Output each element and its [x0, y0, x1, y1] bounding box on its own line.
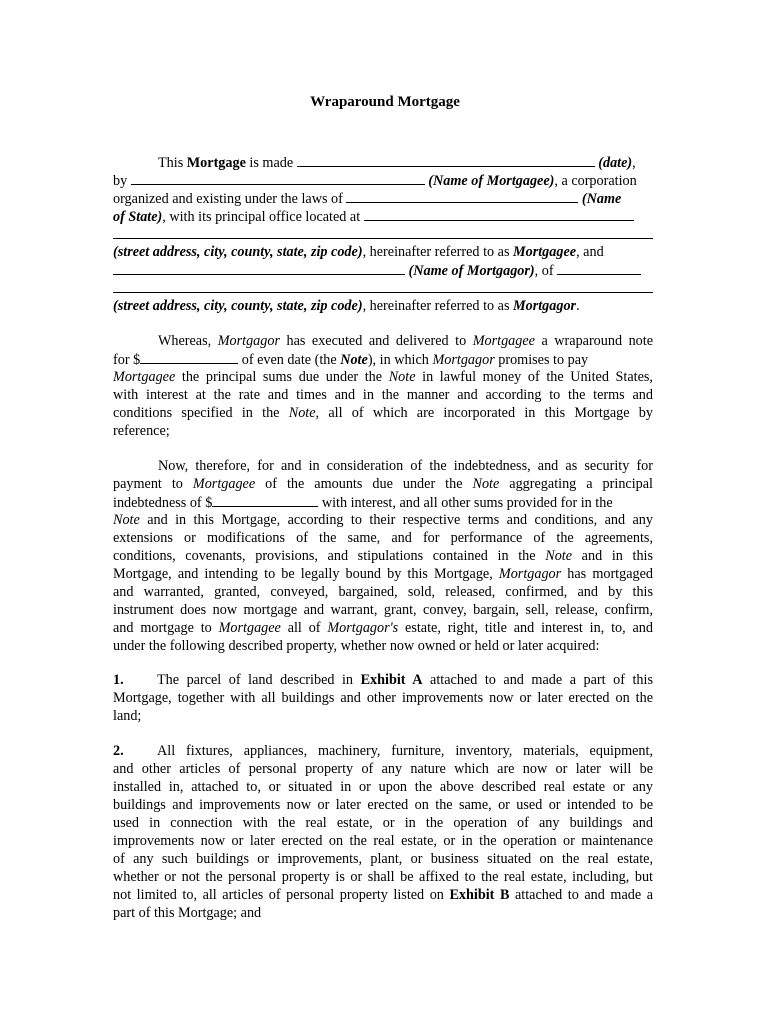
- item-1-line-1: 1. The parcel of land described in Exhibit A attached to and made a part of this: [113, 672, 653, 688]
- item-2-number: 2.: [113, 743, 124, 759]
- item-1-line-2: Mortgage, together with all buildings and other improvements now or later erected on the: [113, 690, 653, 706]
- now-line-9: instrument does now mortgage and warrant, grant, convey, bargain, sell, release, confirm,: [113, 602, 653, 618]
- item-1-line-3: land;: [113, 708, 142, 724]
- address-line-blank-1[interactable]: [113, 238, 653, 239]
- whereas-line-3: Mortgagee the principal sums due under the Note in lawful money of the United States,: [113, 369, 653, 385]
- note-amount-blank[interactable]: [140, 350, 238, 364]
- intro-line-6: (Name of Mortgagor), of: [113, 261, 653, 279]
- office-address-blank[interactable]: [364, 207, 634, 221]
- intro-line-2: by (Name of Mortgagee), a corporation: [113, 173, 637, 189]
- item-2-line-3: installed in, attached to, or situated in or upon the above described real estate or any: [113, 779, 653, 795]
- item-2-line-6: improvements now or later erected on the real estate, or in the operation or maintenance: [113, 833, 653, 849]
- whereas-line-4: with interest at the rate and times and in the manner and according to the terms and: [113, 387, 653, 403]
- intro-line-3: organized and existing under the laws of (Name: [113, 191, 622, 207]
- indebtedness-amount-blank[interactable]: [212, 493, 318, 507]
- now-line-10: and mortgage to Mortgagee all of Mortgagor's estate, right, title and interest in, to, and: [113, 620, 653, 636]
- now-line-1: Now, therefore, for and in consideration of the indebtedness, and as security for: [158, 458, 653, 474]
- mortgagor-name-blank[interactable]: [113, 261, 405, 275]
- now-line-3: indebtedness of $ with interest, and all other sums provided for in the: [113, 495, 613, 511]
- now-line-5: extensions or modifications of the same, and for performance of the agreements,: [113, 530, 653, 546]
- item-2-line-7: of any such buildings or improvements, plant, or business situated on the real estate,: [113, 851, 653, 867]
- date-blank[interactable]: [297, 153, 595, 167]
- intro-line-5: (street address, city, county, state, zip code), hereinafter referred to as Mortgagee, and: [113, 244, 604, 260]
- item-1-number: 1.: [113, 672, 124, 688]
- item-2-line-10: part of this Mortgage; and: [113, 905, 262, 921]
- now-line-11: under the following described property, whether now owned or held or later acquired:: [113, 638, 600, 654]
- now-line-6: conditions, covenants, provisions, and stipulations contained in the Note and in this: [113, 548, 653, 564]
- mortgagor-of-blank[interactable]: [557, 261, 641, 275]
- item-2-line-8: whether or not the personal property is or shall be affixed to the real estate, including, but: [113, 869, 653, 885]
- intro-line-1: This Mortgage is made (date),: [158, 155, 636, 171]
- item-2-line-2: and other articles of personal property of any nature which are now or later will be: [113, 761, 653, 777]
- now-line-7: Mortgage, and intending to be legally bound by this Mortgage, Mortgagor has mortgaged: [113, 566, 653, 582]
- whereas-line-1: Whereas, Mortgagor has executed and delivered to Mortgagee a wraparound note: [158, 333, 654, 349]
- document-title: Wraparound Mortgage: [310, 94, 460, 110]
- item-2-line-1: 2. All fixtures, appliances, machinery, furniture, inventory, materials, equipment,: [113, 743, 653, 759]
- now-line-4: Note and in this Mortgage, according to their respective terms and conditions, and any: [113, 512, 653, 528]
- whereas-line-2: for $ of even date (the Note), in which Mortgagor promises to pay: [113, 352, 589, 368]
- intro-line-4: of State), with its principal office located at: [113, 207, 653, 225]
- mortgagee-name-blank[interactable]: [131, 171, 425, 185]
- whereas-line-5: conditions specified in the Note, all of which are incorporated in this Mortgage by: [113, 405, 653, 421]
- item-2-line-4: buildings and improvements now or later erected on the same, or used or intended to be: [113, 797, 653, 813]
- intro-line-7: (street address, city, county, state, zip code), hereinafter referred to as Mortgagor.: [113, 298, 580, 314]
- now-line-2: payment to Mortgagee of the amounts due under the Note aggregating a principal: [113, 476, 653, 492]
- whereas-line-6: reference;: [113, 423, 170, 439]
- now-line-8: and warranted, granted, conveyed, bargained, sold, released, confirmed, and by this: [113, 584, 653, 600]
- item-2-line-9: not limited to, all articles of personal property listed on Exhibit B attached to and made a: [113, 887, 653, 903]
- item-2-line-5: used in connection with the real estate, or in the operation of any buildings and: [113, 815, 653, 831]
- address-line-blank-2[interactable]: [113, 292, 653, 293]
- state-blank[interactable]: [346, 189, 578, 203]
